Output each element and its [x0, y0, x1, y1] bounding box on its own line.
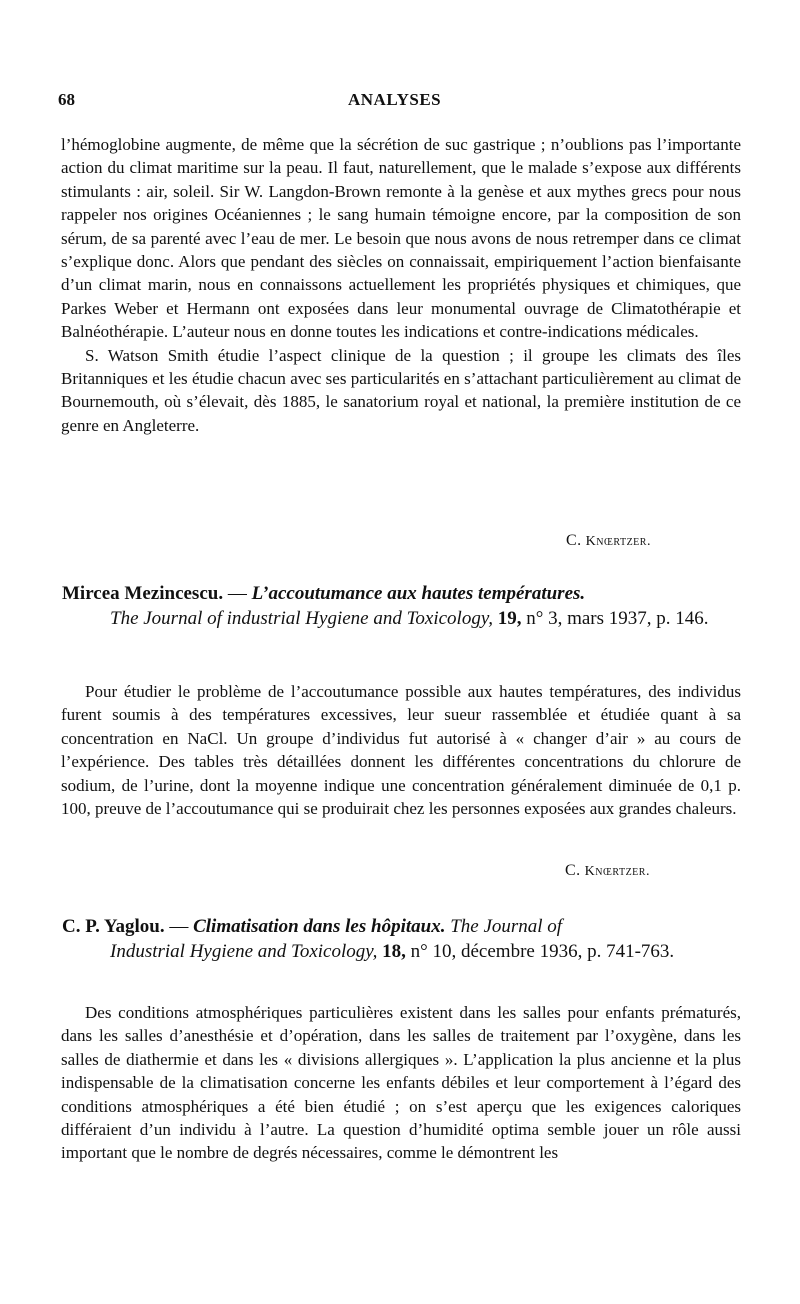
article-3-paragraph: Des conditions atmosphériques particulières existent dans les salles pour enfants prématurés, dans les salles d’anesthésie et d’opération, dans les salles de traitement par l’oxygène, dans les salles de diathermie et dans les « divisions allergiques ». L’application la plus ancienne et la plus indispensable de la climatisation concerne les enfants débiles et leur comportement à l’égard des conditions atmosphériques a été bien étudié ; on s’est aperçu que les exigences caloriques différaient d’un individu à l’autre. La question d’humidité optima semble jouer un rôle aussi important que le nombre de degrés nécessaires, comme le démontrent les	[61, 1003, 741, 1163]
article-3-dash: —	[164, 916, 194, 937]
article-3-journal-line-1: The Journal of	[450, 916, 563, 937]
signature-name: Knœrtzer.	[585, 534, 651, 549]
article-2-citation	[62, 607, 742, 632]
article-3-title: Climatisation dans les hôpitaux.	[193, 916, 446, 937]
article-3-issue-date: n° 10, décembre 1936, p. 741-763.	[410, 940, 675, 962]
article-3-heading	[62, 915, 742, 964]
article-2-signature	[565, 862, 650, 880]
running-head	[58, 90, 738, 114]
signature-name: Knœrtzer.	[584, 864, 650, 879]
page-number: 68	[58, 90, 75, 109]
article-1-signature	[566, 532, 651, 550]
running-title: ANALYSES	[348, 90, 442, 109]
article-2-volume: 19,	[497, 607, 522, 629]
article-2-dash: —	[223, 583, 252, 604]
article-2-journal: The Journal of industrial Hygiene and Toxicology,	[110, 607, 493, 629]
article-2-heading	[62, 582, 742, 631]
article-3-journal-line-2: Industrial Hygiene and Toxicology,	[110, 940, 378, 962]
article-3-author: C. P. Yaglou.	[62, 916, 165, 937]
article-2-author: Mircea Mezincescu.	[62, 583, 224, 604]
article-2-body	[61, 680, 741, 820]
article-2-paragraph: Pour étudier le problème de l’accoutumance possible aux hautes températures, des individus furent soumis à des températures excessives, leur sueur rassemblée et étudiée quant à sa concentration en NaCl. Un groupe d’individus fut autorisé à « changer d’air » au cours de l’expérience. Des tables très détaillées donnent les différentes concentrations du chlorure de sodium, de l’urine, dont la moyenne indique une concentration généralement diminuée de 0,1 p. 100, preuve de l’accoutumance qui se produirait chez les personnes exposées aux grandes chaleurs.	[61, 682, 741, 819]
article-3-body	[61, 1001, 741, 1165]
article-3-citation	[62, 940, 742, 965]
signature-initial: C.	[565, 862, 581, 879]
signature-initial: C.	[566, 532, 582, 549]
article-1-paragraph-1: l’hémoglobine augmente, de même que la sécrétion de suc gastrique ; n’oublions pas l’importante action du climat maritime sur la peau. Il faut, naturellement, que le malade s’expose aux différents stimulants : air, soleil. Sir W. Langdon-Brown remonte à la genèse et aux mythes grecs pour nous rappeler nos origines Océaniennes ; le sang humain témoigne encore, par la composition de son sérum, de sa parenté avec l’eau de mer. Le besoin que nous avons de nous retremper dans ce climat s’explique donc. Alors que pendant des siècles on connaissait, empiriquement l’action bienfaisante d’un climat marin, nous en connaissons actuellement les propriétés physiques et chimiques, que Parkes Weber et Hermann ont exposées dans leur monumental ouvrage de Climatothérapie et Balnéothérapie. L’auteur nous en donne toutes les indications et contre-indications médicales.	[61, 135, 741, 342]
article-2-title: L’accoutumance aux hautes températures.	[251, 583, 586, 604]
article-1-paragraph-2: S. Watson Smith étudie l’aspect clinique de la question ; il groupe les climats des îles Britanniques et les étudie chacun avec ses particularités en s’attachant particulièrement au climat de Bournemouth, où s’élevait, dès 1885, le sanatorium royal et national, la première institution de ce genre en Angleterre.	[61, 345, 741, 435]
article-3-volume: 18,	[382, 940, 406, 962]
article-1-body	[61, 133, 741, 437]
article-2-issue-date: n° 3, mars 1937, p. 146.	[526, 607, 709, 629]
